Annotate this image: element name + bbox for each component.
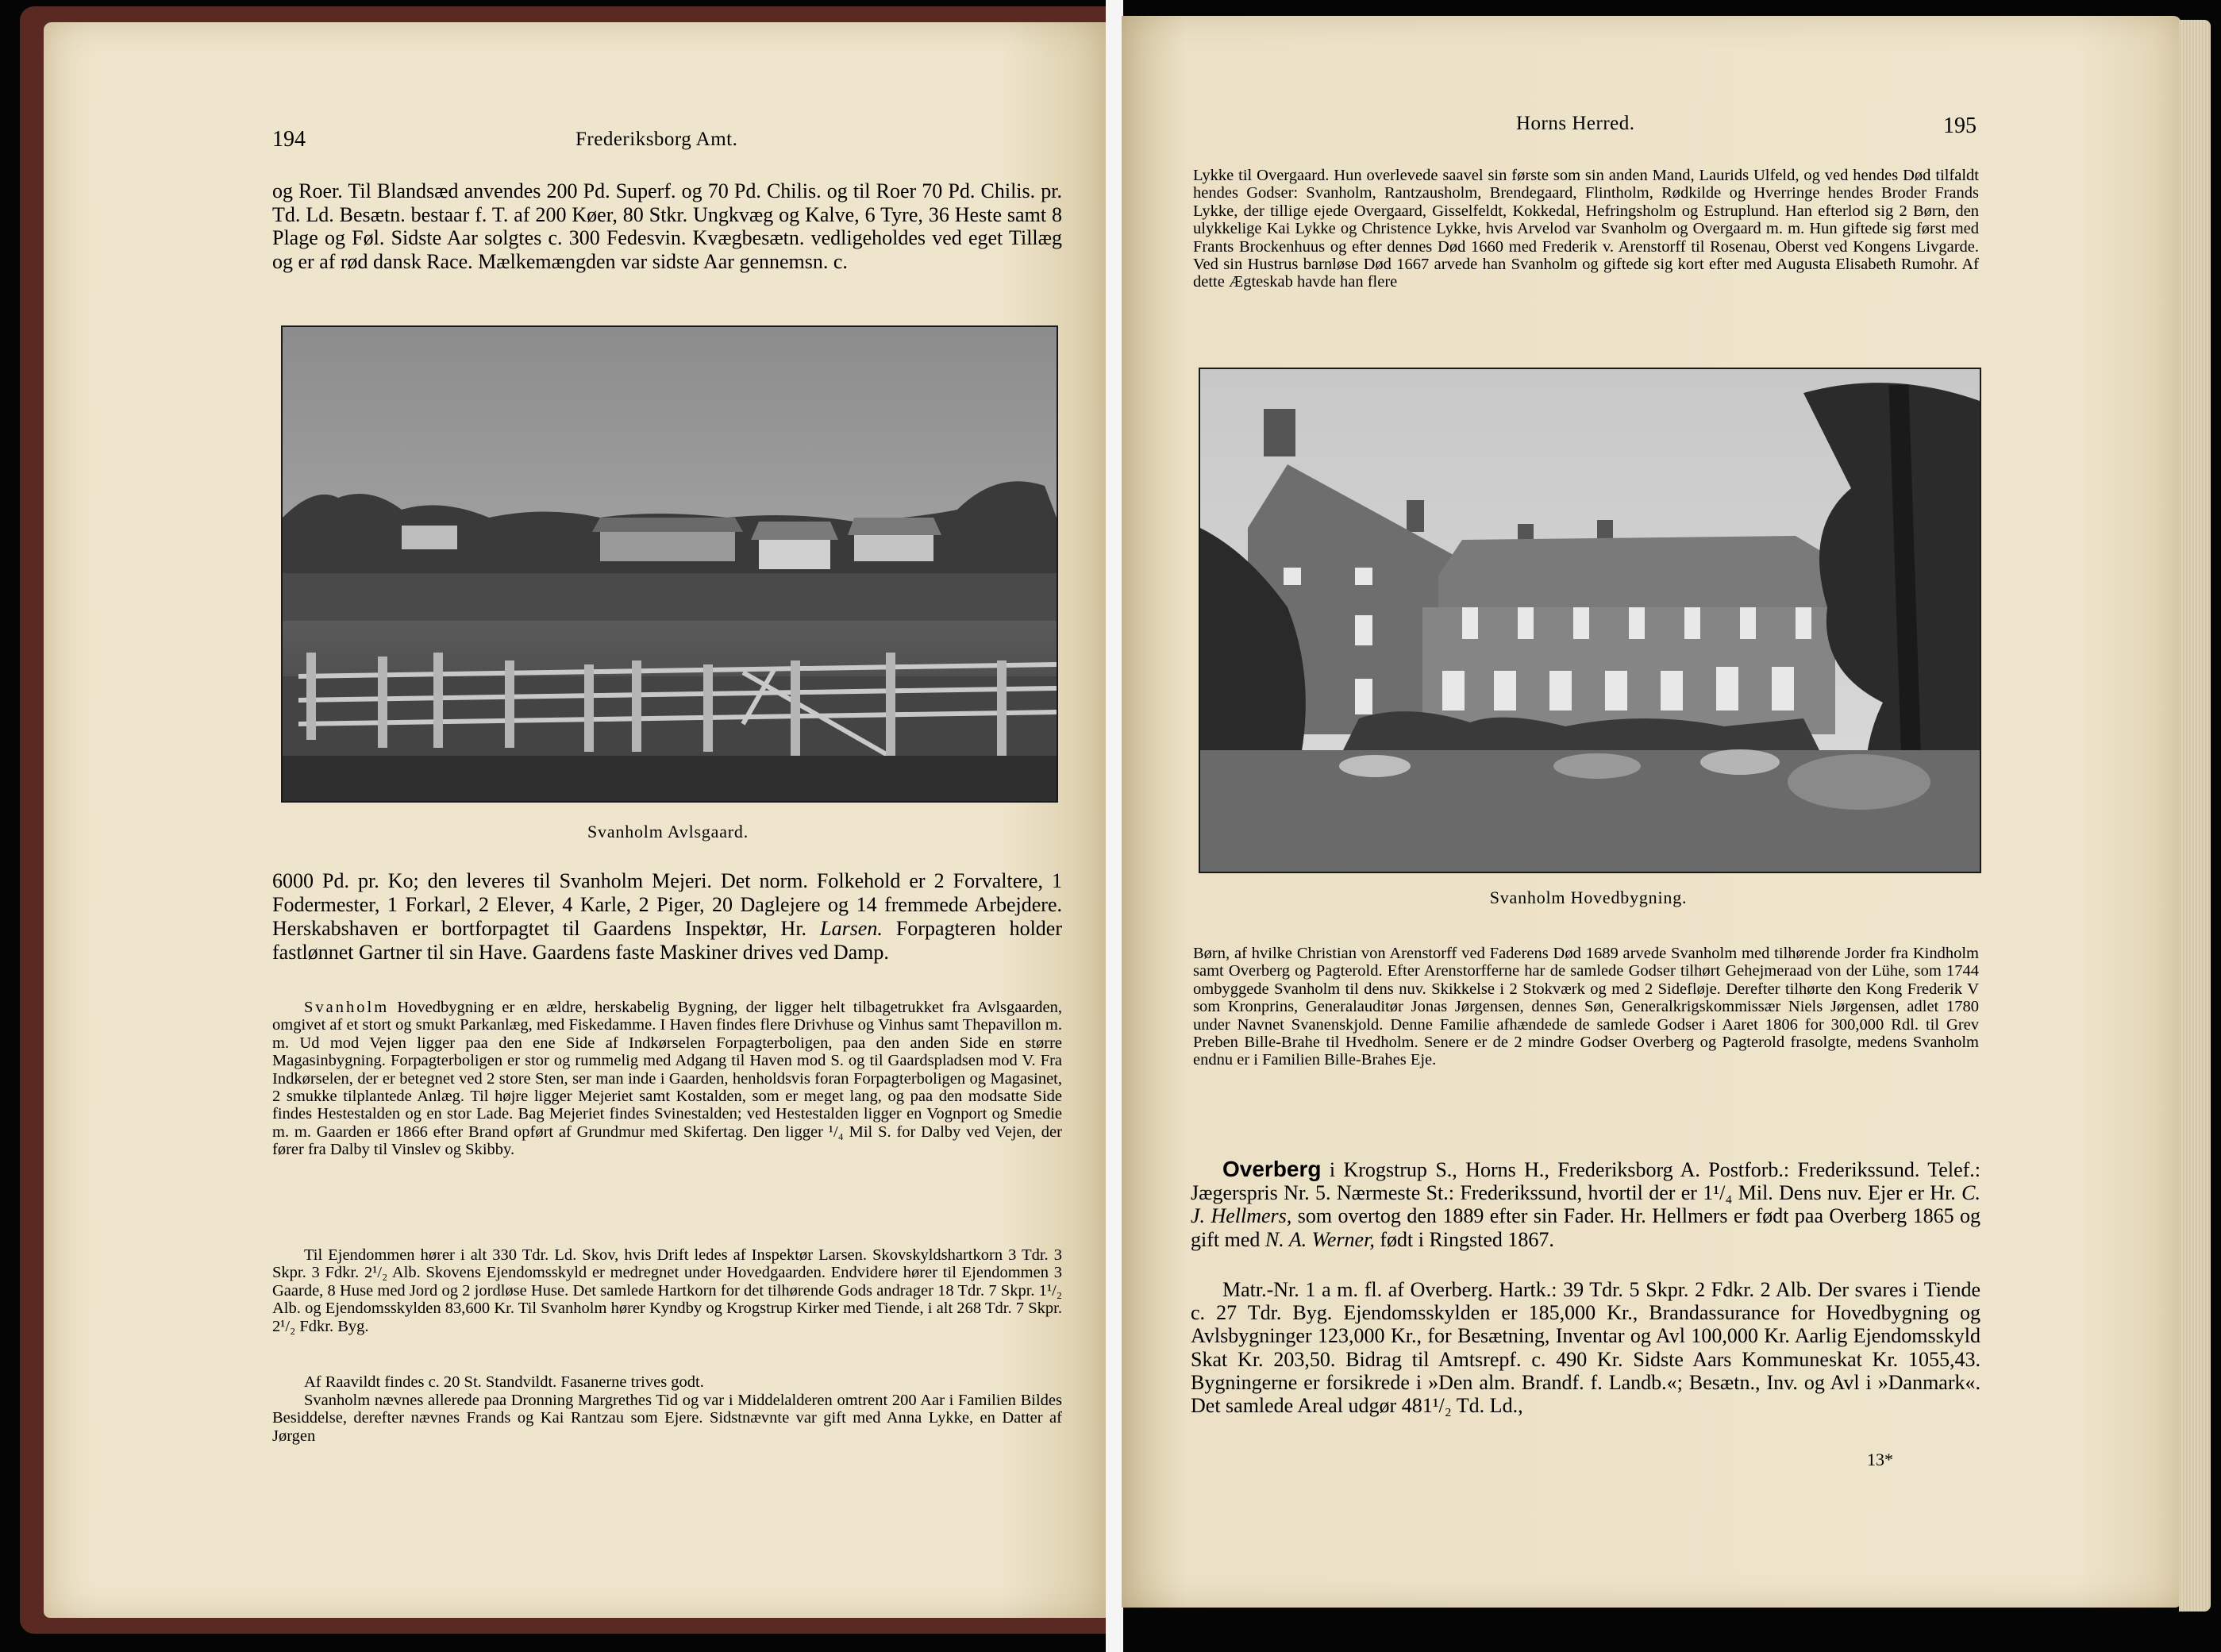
photo-svanholm-hovedbygning bbox=[1199, 368, 1981, 873]
photo-caption-right: Svanholm Hovedbygning. bbox=[1489, 888, 1688, 907]
paragraph-workforce: 6000 Pd. pr. Ko; den leveres til Svanholm Mejeri. Det norm. Folkehold er 2 Forvaltere, 1 Fodermester, 1 Forkarl, 2 Elever, 4 Karle, 2 Piger, 20 Daglejere og 14 fremmede Arbejdere. Herskabshaven er bortforpagtet til Gaardens Inspektør, Hr. Larsen. Forpagteren holder fastlønnet Gartner til sin Have. Gaardens faste Maskiner drives ved Damp. bbox=[272, 869, 1062, 964]
paragraph-game: Af Raavildt findes c. 20 St. Standvildt. Fasanerne trives godt. bbox=[304, 1373, 704, 1391]
running-head-right: Horns Herred. bbox=[1516, 113, 1635, 134]
signature-mark: 13* bbox=[1867, 1450, 1893, 1469]
paragraph-forest: Til Ejendommen hører i alt 330 Tdr. Ld. Skov, hvis Drift ledes af Inspektør Larsen. Skovskyldshartkorn 3 Tdr. 3 Skpr. 3 Fdkr. 2¹/₂ Alb. Skovens Ejendomsskyld er medregnet under Hovedgaarden. Endvidere hører til Ejendommen 3 Gaarde, 8 Huse med Jord og 2 jordløse Huse. Det samlede Hartkorn for det tilhørende Gods andrager 18 Tdr. 7 Skpr. 1¹/₂ Alb. og Ejendomsskylden 83,600 Kr. Til Svanholm hører Kyndby og Krogstrup Kirker med Tiende, i alt 268 Tdr. 7 Skpr. 2¹/₂ Fdkr. Byg. bbox=[272, 1246, 1062, 1335]
paragraph-cattle: og Roer. Til Blandsæd anvendes 200 Pd. Superf. og 70 Pd. Chilis. og til Roer 70 Pd. Chilis. pr. Td. Ld. Besætn. bestaar f. T. af 200 Køer, 80 Stkr. Ungkvæg og Kalve, 6 Tyre, 36 Heste samt 8 Plage og Føl. Sidste Aar solgtes c. 300 Fedesvin. Kvægbesætn. vedligeholdes ved eget Tillæg og er af rød dansk Race. Mælkemængden var sidste Aar gennemsn. c. bbox=[272, 179, 1062, 273]
photo-caption-left: Svanholm Avlsgaard. bbox=[587, 822, 749, 841]
page-number-right: 195 bbox=[1943, 114, 1977, 138]
paragraph-matr: Matr.-Nr. 1 a m. fl. af Overberg. Hartk.: 39 Tdr. 5 Skpr. 2 Fdkr. 2 Alb. Der svares i Tiende c. 27 Tdr. Byg. Ejendomsskylden er 185,000 Kr., Brandassurance for Hovedbygning og Avlsbygninger 123,000 Kr., for Besætning, Inventar og Avl 100,000 Kr. Aarlig Ejendomsskyld Skat Kr. 203,50. Bidrag til Amtsrepf. c. 490 Kr. Sidste Aars Kommuneskat Kr. 1055,43. Bygningerne er forsikrede i »Den alm. Brandf. f. Landb.«; Besætn., Inv. og Avl i »Danmark«. Det samlede Areal udgør 481¹/₂ Td. Ld., bbox=[1191, 1278, 1980, 1418]
photo-svanholm-avlsgaard bbox=[281, 325, 1058, 803]
paragraph-arenstorff: Børn, af hvilke Christian von Arenstorff ved Faderens Død 1689 arvede Svanholm med tilhørende Jorder fra Kindholm samt Overberg og Pagterold. Efter Arenstorfferne har de samlede Godser tilhørt Gehejmeraad von der Lühe, som 1744 ombyggede Svanholm til dens nuv. Skikkelse i 2 Stokværk og med 2 Sidefløje. Derefter tilhørte den Kong Frederik V som Kronprins, Generalauditør Jonas Jørgensen, dennes Søn, Generalkrigskommissær Niels Jørgensen, adlet 1780 under Navnet Svanenskjold. Denne Familie afhændede de samlede Godser i Aaret 1806 for 300,000 Rdl. til Grev Preben Bille-Brahe til Hvedholm. Senere er de 2 mindre Godser Overberg og Pagterold frasolgte, medens Svanholm endnu er i Familien Bille-Brahes Eje. bbox=[1193, 945, 1979, 1069]
paragraph-history: Svanholm nævnes allerede paa Dronning Margrethes Tid og var i Middelalderen omtrent 200 Aar i Familien Bildes Besiddelse, derefter nævnes Frands og Kai Rantzau som Ejere. Sidstnævnte var gift med Anna Lykke, en Datter af Jørgen bbox=[272, 1392, 1062, 1445]
book-gutter bbox=[1106, 0, 1123, 1652]
running-head-left: Frederiksborg Amt. bbox=[575, 129, 738, 150]
paragraph-hovedbygning: Svanholm Hovedbygning er en ældre, herskabelig Bygning, der ligger helt tilbagetrukket fra Avlsgaarden, omgivet af et stort og smukt Parkanlæg, med Fiskedamme. I Haven findes flere Drivhuse og Vinhus samt Thepavillon m. m. Ud mod Vejen ligger paa den ene Side af Indkørselen Forpagterboligen, paa den anden Side en større Magasinbygning. Forpagterboligen er stor og rummelig med Adgang til Haven mod S. og til Gaardspladsen mod V. Fra Indkørselen, der er betegnet ved 2 store Sten, ser man inde i Gaarden, henholdsvis foran Forpagterboligen og Magasinet, 2 smukke tilplantede Anlæg. Til højre ligger Mejeriet samt Kostalden, som er meget lang, og paa den modsatte Side findes Hestestalden og en stor Lade. Bag Mejeriet findes Svinestalden; ved Hestestalden ligger en Vognport og Smedie m. m. Gaarden er 1866 efter Brand opført af Grundmur med Skifertag. Den ligger ¹/₄ Mil S. for Dalby ved Vejen, der fører fra Dalby til Vinslev og Skibby. bbox=[272, 999, 1062, 1159]
page-edges-right bbox=[2179, 20, 2211, 1612]
paragraph-lykke: Lykke til Overgaard. Hun overlevede saavel sin første som sin anden Mand, Laurids Ulfeld, og ved hendes Død tilfaldt hendes Godser: Svanholm, Rantzausholm, Brendegaard, Flintholm, Rødkilde og Hverringe hendes Broder Frands Lykke, der tillige ejede Overgaard, Gisselfeldt, Kokkedal, Hefringsholm og Estruplund. Han efterlod sig 2 Børn, den ulykkelige Kai Lykke og Christence Lykke, hvis Arvelod var Svanholm og Overgaard m. m. Hun giftede sig først med Frants Brockenhuus og efter dennes Død 1660 med Frederik v. Arenstorff til Rosenau, Oberst ved Kongens Livgarde. Ved sin Hustrus barnløse Død 1667 arvede han Svanholm og giftede sig kort efter med Augusta Elisabeth Rumohr. Af dette Ægteskab havde han flere bbox=[1193, 167, 1979, 291]
overberg-title: Overberg bbox=[1222, 1157, 1322, 1181]
paragraph-overberg: Overberg i Krogstrup S., Horns H., Frederiksborg A. Postforb.: Frederikssund. Telef.: Jægerspris Nr. 5. Nærmeste St.: Frederikssund, hvortil der er 1¹/₄ Mil. Dens nuv. Ejer er Hr. C. J. Hellmers, som overtog den 1889 efter sin Fader. Hr. Hellmers er født paa Overberg 1865 og gift med N. A. Werner, født i Ringsted 1867. bbox=[1191, 1157, 1980, 1251]
page-number-left: 194 bbox=[272, 127, 306, 152]
